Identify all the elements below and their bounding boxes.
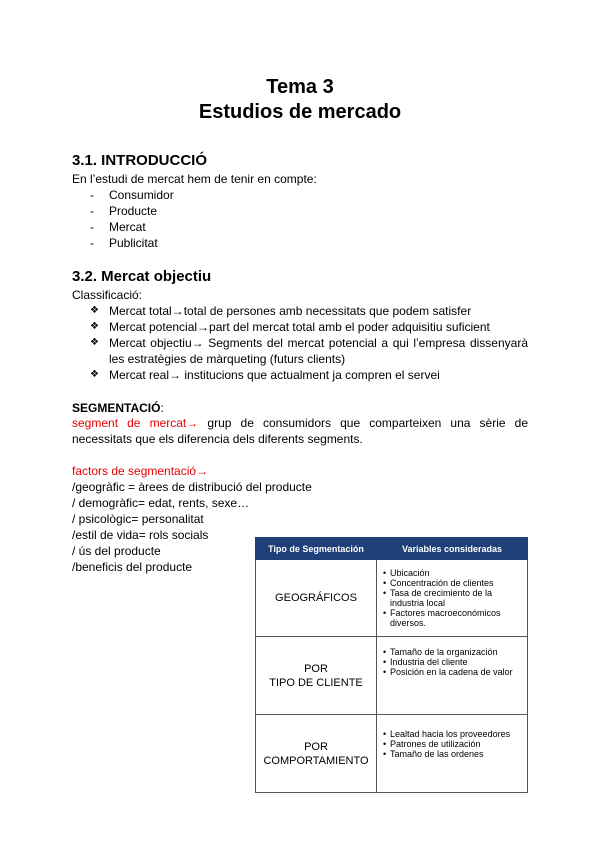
factor-line: / psicològic= personalitat (72, 512, 204, 526)
list-item: - Publicitat (90, 236, 158, 250)
list-item: • Lealtad hacia los proveedores (383, 729, 511, 739)
diamond-bullet-icon: ❖ (90, 321, 99, 332)
list-item: • Factores macroeconómicos diversos. (383, 608, 501, 628)
page-title: Estudios de mercado (198, 101, 402, 123)
segmentacio-heading: SEGMENTACIÓ: (72, 401, 164, 415)
variables-cell (377, 637, 528, 715)
diamond-bullet-icon: ❖ (90, 369, 99, 380)
factor-line: / ús del producte (72, 544, 161, 558)
list-item: • Tamaño de la organización (383, 647, 498, 657)
table-row (256, 715, 528, 793)
variables-cell (377, 560, 528, 637)
page-title-topic: Tema 3 (266, 76, 334, 98)
factors-heading: factors de segmentació→ (72, 464, 209, 478)
list-item: • Concentración de clientes (383, 578, 494, 588)
list-item: - Mercat (90, 220, 146, 234)
section-heading-mercat-objectiu: 3.2. Mercat objectiu (72, 268, 212, 285)
segment-type-cell: POR COMPORTAMIENTO (256, 715, 377, 793)
diamond-bullet-icon: ❖ (90, 305, 99, 316)
table-header-row (256, 538, 528, 560)
segmentation-table (255, 537, 528, 793)
table-row (256, 560, 528, 637)
factor-line: / demogràfic= edat, rents, sexe… (72, 496, 250, 510)
segment-type-cell: POR TIPO DE CLIENTE (256, 637, 377, 715)
section-intro-text: En l’estudi de mercat hem de tenir en compte: (72, 172, 317, 186)
list-item: - Producte (90, 204, 158, 218)
table-row (256, 637, 528, 715)
column-header-variables: Variables consideradas (377, 538, 528, 560)
list-item: • Tamaño de las ordenes (383, 749, 484, 759)
factor-line: /geogràfic = àrees de distribució del producte (72, 480, 312, 494)
list-item: ❖ Mercat total→total de persones amb necessitats que podem satisfer (90, 304, 472, 318)
factor-line: /beneficis del producte (72, 560, 193, 574)
list-item: - Consumidor (90, 188, 174, 202)
diamond-bullet-icon: ❖ (90, 337, 99, 348)
list-item: • Ubicación (383, 568, 430, 578)
section-heading-introduccio: 3.1. INTRODUCCIÓ (72, 152, 208, 169)
variables-cell (377, 715, 528, 793)
list-item: • Tasa de crecimiento de la industria local (383, 588, 493, 608)
list-item: • Posición en la cadena de valor (383, 667, 513, 677)
list-item: ❖ Mercat potencial→part del mercat total amb el poder adquisitiu suficient (90, 320, 490, 334)
list-item: ❖ Mercat objectiu→ Segments del mercat potencial a qui l’empresa dissenyarà les estratègies de màrqueting (futurs clients) (90, 336, 528, 366)
segment-type-cell: GEOGRÁFICOS (256, 560, 377, 637)
list-item: • Patrones de utilización (383, 739, 481, 749)
classification-label: Classificació: (72, 288, 143, 302)
list-item: ❖ Mercat real→ institucions que actualment ja compren el servei (90, 368, 440, 382)
segment-term: segment de mercat→ (72, 416, 199, 430)
column-header-type: Tipo de Segmentación (256, 538, 377, 560)
segmentacio-definition: segment de mercat→ grup de consumidors que comparteixen una sèrie de necessitats que els diferencia dels diferents segments. (72, 416, 529, 446)
factor-line: /estil de vida= rols socials (72, 528, 209, 542)
list-item: • Industria del cliente (383, 657, 468, 667)
